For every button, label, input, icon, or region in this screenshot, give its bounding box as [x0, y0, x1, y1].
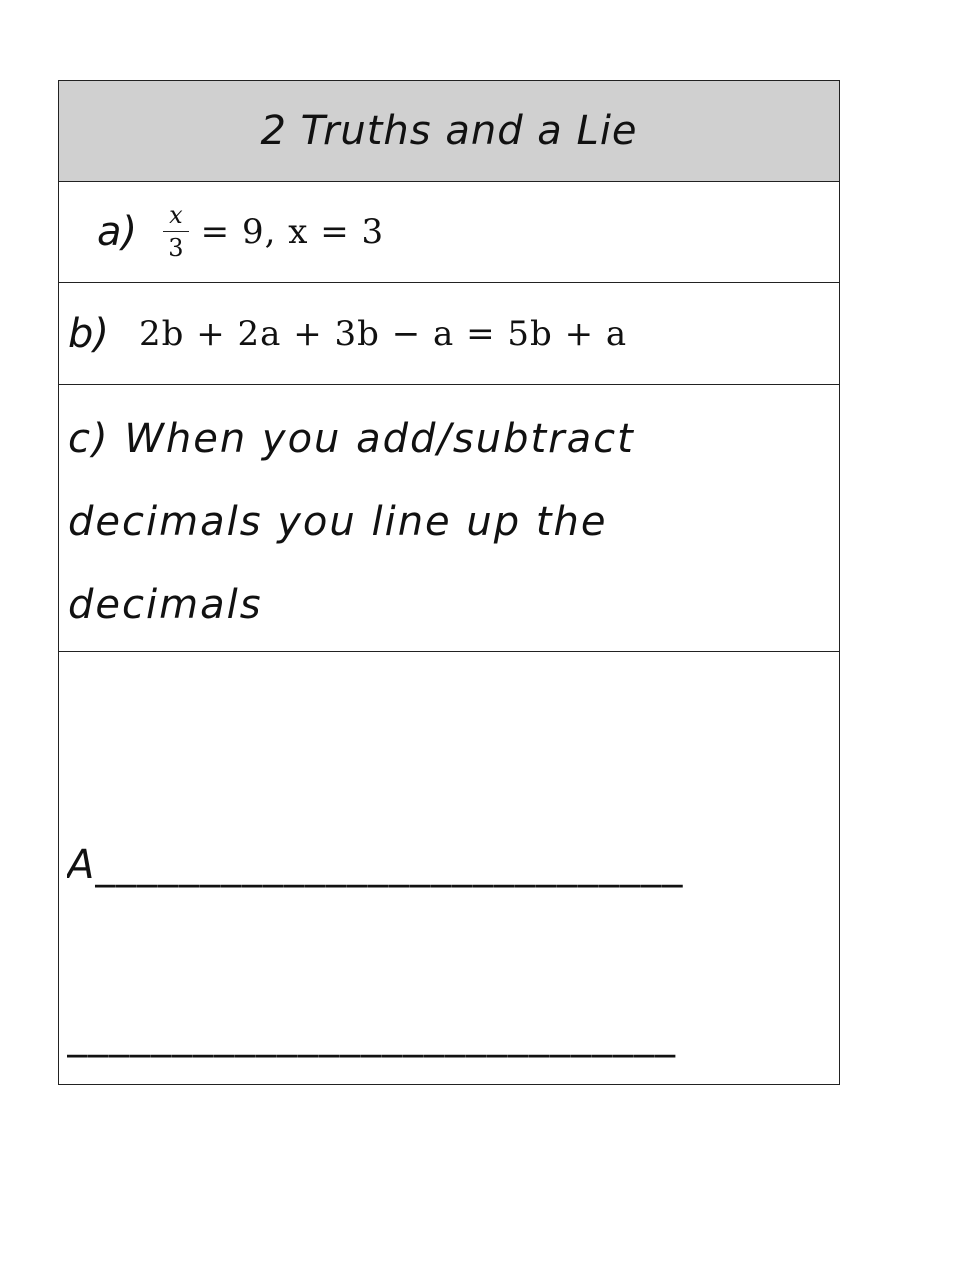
- statement-a-label: a): [97, 209, 138, 255]
- answer-cell[interactable]: [59, 652, 840, 1085]
- statement-c-label: c): [68, 415, 110, 462]
- statement-c-text: When you add/subtract decimals you line up the decimals: [68, 415, 635, 628]
- statement-a-equation: = 9, x = 3: [200, 212, 385, 252]
- statement-a-cell: [59, 182, 840, 283]
- fraction-x-over-3: [163, 203, 189, 260]
- fraction-numerator: x: [163, 203, 189, 231]
- fraction-denominator: 3: [168, 233, 184, 262]
- answer-line-2[interactable]: _____________________________: [67, 1012, 676, 1058]
- statement-c-cell: [59, 385, 840, 652]
- statement-b-equation: 2b + 2a + 3b − a = 5b + a: [139, 313, 628, 354]
- worksheet-title: 2 Truths and a Lie: [59, 81, 840, 182]
- statement-b-cell: [59, 283, 840, 385]
- answer-line-1[interactable]: A____________________________: [67, 842, 684, 888]
- statement-b-label: b): [68, 310, 109, 357]
- worksheet-table: [58, 80, 840, 1085]
